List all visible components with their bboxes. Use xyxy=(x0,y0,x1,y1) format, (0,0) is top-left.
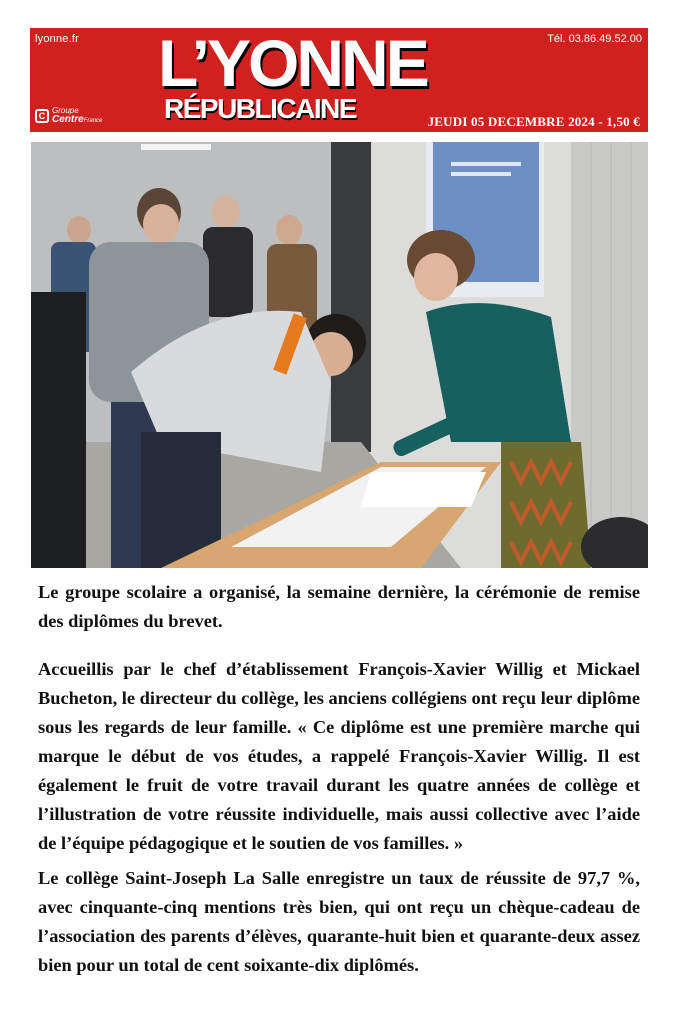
site-url: lyonne.fr xyxy=(35,33,79,45)
photo-illustration xyxy=(31,142,648,568)
article-paragraph-2: Le collège Saint-Joseph La Salle enregistre un taux de réussite de 97,7 %, avec cinquante-cinq mentions très bien, qui ont reçu un chèque-cadeau de l’association des parents d’élèves, quarante-huit bien et quarante-deux assez bien pour un total de cent soixante-dix diplômés. xyxy=(38,868,640,975)
article-body xyxy=(38,578,640,980)
issue-date-price: JEUDI 05 DECEMBRE 2024 - 1,50 € xyxy=(427,114,640,129)
newspaper-masthead xyxy=(30,28,648,132)
group-centre-france-logo xyxy=(35,106,102,126)
group-logo-icon: C xyxy=(35,109,49,123)
phone-number: Tél. 03.86.49.52.00 xyxy=(547,33,642,45)
group-name-suffix: France xyxy=(83,118,103,124)
group-label: Groupe xyxy=(52,106,79,115)
article-paragraph-1: Accueillis par le chef d’établissement François-Xavier Willig et Mickael Bucheton, le directeur du collège, les anciens collégiens ont reçu leur diplôme sous les regards de leur famille. « Ce diplôme est une première marche qui marque le début de vos études, a rappelé François-Xavier Willig. Il est également le fruit de votre travail durant les quatre années de collège et l’illustration de votre réussite individuelle, mais aussi collective avec l’aide de l’équipe pédagogique et le soutien de vos familles. » xyxy=(38,659,640,853)
article-lead: Le groupe scolaire a organisé, la semaine dernière, la cérémonie de remise des diplômes du brevet. xyxy=(38,582,640,631)
article-photo xyxy=(31,142,648,568)
group-name: Centre xyxy=(52,114,84,125)
newspaper-subtitle: RÉPUBLICAINE xyxy=(164,93,357,124)
newspaper-title: L’YONNE xyxy=(158,26,427,100)
